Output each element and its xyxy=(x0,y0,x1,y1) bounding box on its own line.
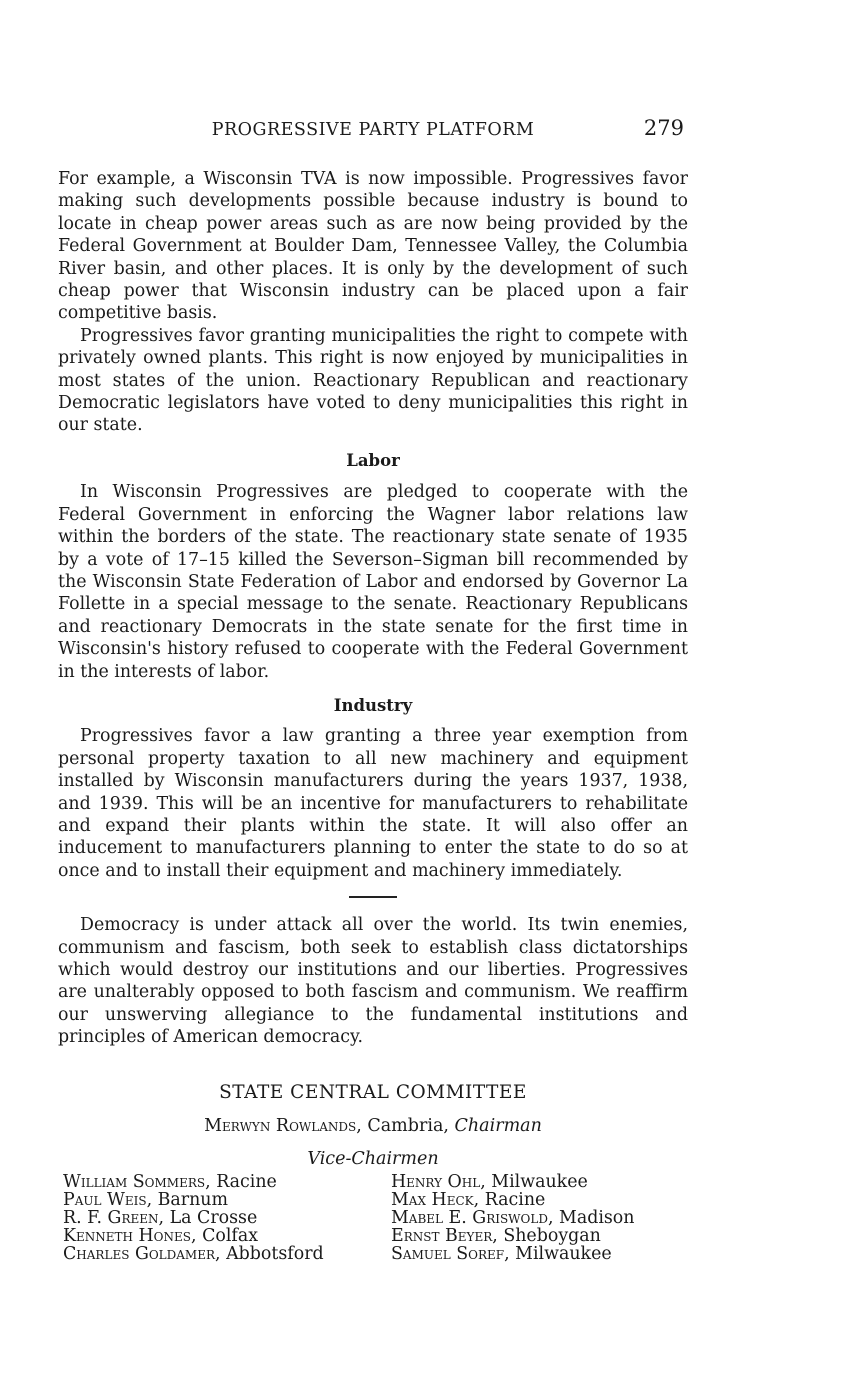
member-name: Ernst Beyer xyxy=(391,1226,493,1246)
vice-chairman-entry: Paul Weis, Barnum xyxy=(63,1190,228,1210)
paragraph-industry: Progressives favor a law granting a three year exemption from personal property taxation to all new machinery and equipment installed by Wisconsin manufacturers during the years 1937, 1938, and 1939. This will be an incentive for manufacturers to rehabilitate and expand their plants within the state. It will also offer an inducement to manufacturers planning to enter the state to do so at once and to install their equipment and machinery immediately. xyxy=(58,726,688,881)
vice-chairman-entry: Ernst Beyer, Sheboygan xyxy=(391,1226,601,1246)
chairman-name: Merwyn Rowlands xyxy=(204,1116,357,1136)
member-place: Barnum xyxy=(157,1190,228,1210)
member-name: Kenneth Hones xyxy=(63,1226,191,1246)
paragraph-democracy: Democracy is under attack all over the world. Its twin enemies, communism and fascism, both seek to establish class dictatorships which would destroy our institutions and our liberties. Progressives are unalterably opposed to both fascism and communism. We reaffirm our unswerving allegiance to the fundamental institutions and principles of American democracy. xyxy=(58,915,688,1048)
vice-chairman-entry: William Sommers, Racine xyxy=(63,1172,277,1192)
member-place: La Crosse xyxy=(169,1208,258,1228)
member-place: Abbotsford xyxy=(226,1244,324,1264)
member-place: Racine xyxy=(484,1190,546,1210)
vice-chairman-entry: Henry Ohl, Milwaukee xyxy=(391,1172,588,1192)
vice-chairmen-right-column xyxy=(391,1173,634,1263)
vice-chairman-entry: Charles Goldamer, Abbotsford xyxy=(63,1244,324,1264)
paragraph-labor: In Wisconsin Progressives are pledged to cooperate with the Federal Government in enforcing the Wagner labor relations law within the borders of the state. The reactionary state senate of 1935 by a vote of 17–15 killed the Severson–Sigman bill recommended by the Wisconsin State Federation of Labor and endorsed by Governor La Follette in a special message to the senate. Reactionary Republicans and reactionary Democrats in the state senate for the first time in Wisconsin's history refused to cooperate with the Federal Government in the interests of labor. xyxy=(58,482,688,682)
running-title: PROGRESSIVE PARTY PLATFORM xyxy=(211,120,535,140)
body-text xyxy=(58,168,688,1049)
vice-chairman-entry: R. F. Green, La Crosse xyxy=(63,1208,258,1228)
vice-chairman-entry: Kenneth Hones, Colfax xyxy=(63,1226,259,1246)
chairman-role: Chairman xyxy=(454,1116,542,1136)
member-place: Sheboygan xyxy=(503,1226,601,1246)
member-place: Madison xyxy=(559,1208,635,1228)
paragraph-municipal: Progressives favor granting municipalities the right to compete with privately owned plants. This right is now enjoyed by municipalities in most states of the union. Reactionary Republican and reactionary Democratic legislators have voted to deny municipalities this right in our state. xyxy=(58,325,688,436)
section-divider xyxy=(349,896,397,898)
member-place: Milwaukee xyxy=(515,1244,612,1264)
vice-chairman-entry: Mabel E. Griswold, Madison xyxy=(391,1208,635,1228)
member-name: Paul Weis xyxy=(63,1190,147,1210)
member-name: Charles Goldamer xyxy=(63,1244,216,1264)
member-name: Samuel Soref xyxy=(391,1244,505,1264)
paragraph-power: For example, a Wisconsin TVA is now impossible. Progressives favor making such developments possible because industry is bound to locate in cheap power areas such as are now being provided by the Federal Government at Boulder Dam, Tennessee Valley, the Columbia River basin, and other places. It is only by the development of such cheap power that Wisconsin industry can be placed upon a fair competitive basis. xyxy=(58,169,688,324)
member-place: Colfax xyxy=(202,1226,259,1246)
chairman-line: Merwyn Rowlands, Cambria, Chairman xyxy=(204,1116,542,1136)
page-header xyxy=(58,116,688,146)
vice-chairmen-left-column xyxy=(63,1173,324,1263)
vice-chairman-entry: Samuel Soref, Milwaukee xyxy=(391,1244,612,1264)
vice-chairman-entry: Max Heck, Racine xyxy=(391,1190,546,1210)
member-place: Racine xyxy=(216,1172,277,1192)
vice-chairmen-heading: Vice-Chairmen xyxy=(307,1149,439,1169)
page-number: 279 xyxy=(643,116,684,140)
section-heading-labor: Labor xyxy=(346,450,400,470)
section-heading-industry: Industry xyxy=(333,695,413,715)
state-central-committee xyxy=(58,1082,688,1264)
member-name: Mabel E. Griswold xyxy=(391,1208,548,1228)
member-name: William Sommers xyxy=(63,1172,206,1192)
member-name: Henry Ohl xyxy=(391,1172,481,1192)
committee-title: STATE CENTRAL COMMITTEE xyxy=(219,1082,527,1103)
chairman-place: Cambria xyxy=(367,1116,444,1136)
member-name: Max Heck xyxy=(391,1190,474,1210)
member-place: Milwaukee xyxy=(491,1172,588,1192)
member-name: R. F. Green xyxy=(63,1208,159,1228)
